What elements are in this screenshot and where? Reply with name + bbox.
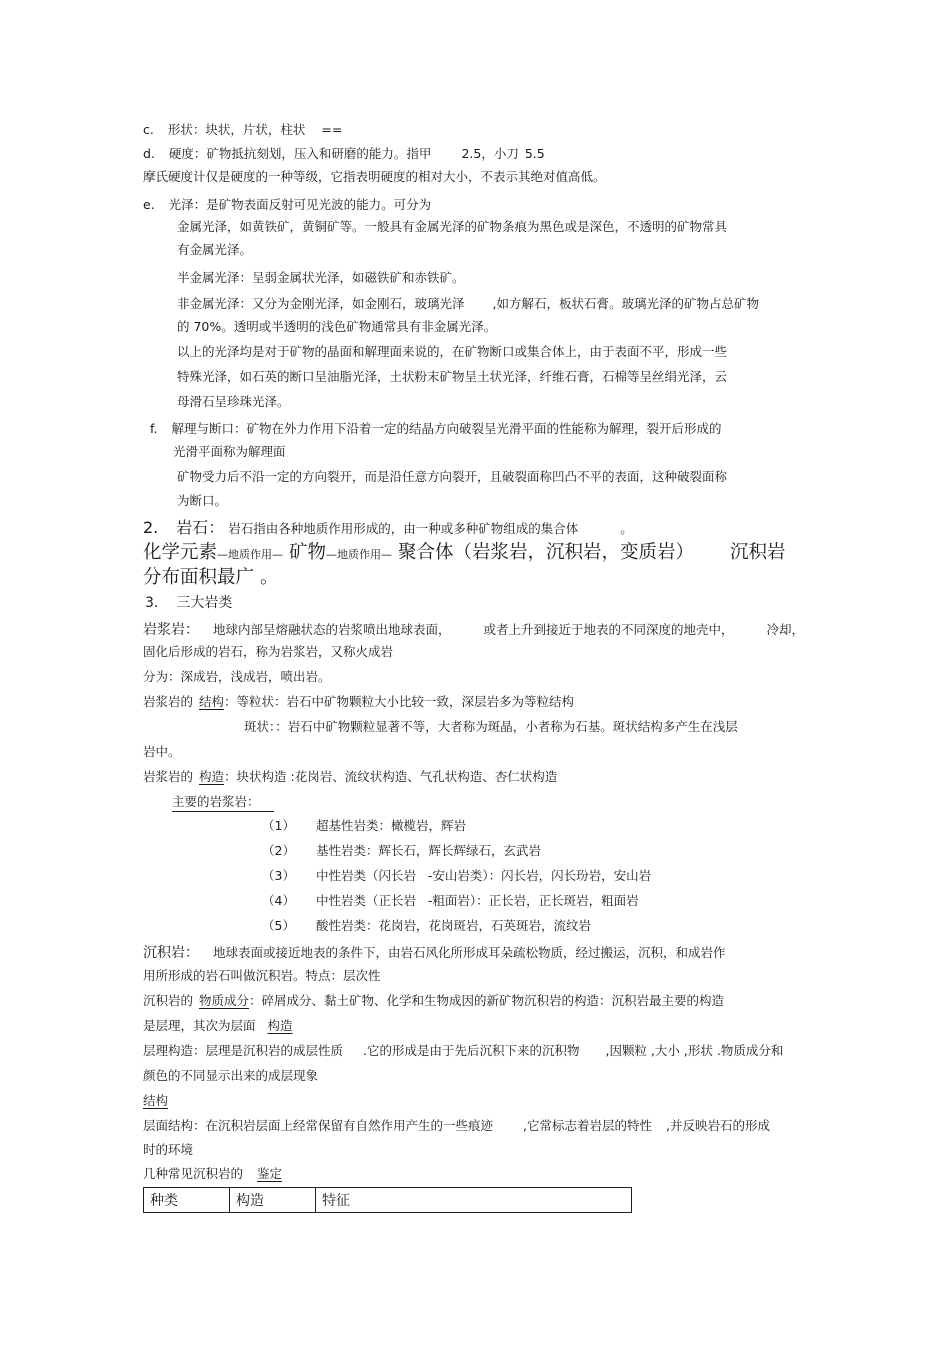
chain-aggregate: 聚合体（岩浆岩，沉积岩，变质岩） xyxy=(398,542,695,563)
item-f-label: f. xyxy=(150,421,158,436)
item-c-label: c. xyxy=(143,122,154,137)
list-item-text: 超基性岩类：橄榄岩，辉岩 xyxy=(316,818,467,833)
item-f-text: 解理与断口：矿物在外力作用下沿着一定的结晶方向破裂呈光滑平面的性能称为解理，裂开后形成的 xyxy=(171,421,722,436)
item-f-line4: 为断口。 xyxy=(177,493,228,508)
section-2-text: 岩石指由各种地质作用形成的，由一种或多种矿物组成的集合体 xyxy=(228,521,579,536)
igneous-construction-text: ：块状构造 :花岗岩、流纹状构造、气孔状构造、杏仁状构造 xyxy=(224,769,558,784)
chain-sedimentary: 沉积岩 xyxy=(730,542,786,563)
item-e-special-2: 特殊光泽，如石英的断口呈油脂光泽，土状粉末矿物呈土状光泽，纤维石膏，石棉等呈丝绢光泽，云 xyxy=(177,369,728,384)
igneous-list-item xyxy=(262,868,651,884)
table-header-cell: 种类 xyxy=(144,1188,230,1213)
igneous-structure-3: 岩中。 xyxy=(143,744,181,759)
section-3-heading xyxy=(145,595,232,611)
item-e-text: 光泽：是矿物表面反射可见光波的能力。可分为 xyxy=(168,197,432,212)
bedding-structure-line2: 颜色的不同显示出来的成层现象 xyxy=(143,1068,319,1083)
igneous-def-3: 冷却， xyxy=(766,622,805,637)
list-item-number: （2） xyxy=(262,843,295,858)
item-e-label: e. xyxy=(143,197,155,212)
table-header-cell: 特征 xyxy=(316,1188,632,1213)
item-e-metal-2: 有金属光泽。 xyxy=(177,242,253,257)
item-f-line3: 矿物受力后不沿一定的方向裂开，而是沿任意方向裂开，且破裂面称凹凸不平的表面，这种破裂面称 xyxy=(177,469,728,484)
bedding-surface xyxy=(143,1118,770,1134)
item-e-metal-1: 金属光泽，如黄铁矿，黄铜矿等。一般具有金属光泽的矿物条痕为黑色或是深色，不透明的矿物常具 xyxy=(177,219,728,234)
item-d-label: d. xyxy=(143,146,155,161)
bedding-structure-c: ,因颗粒 ,大小 ,形状 .物质成分和 xyxy=(605,1043,784,1058)
igneous-def-1: 地球内部呈熔融状态的岩浆喷出地球表面， xyxy=(213,622,451,637)
bedding-surface-a: 层面结构：在沉积岩层面上经常保留有自然作用产生的一些痕迹 xyxy=(143,1118,494,1133)
section-3-number: 3. xyxy=(145,595,159,611)
item-d-num2: 5.5 xyxy=(524,146,545,161)
sedimentary-composition-text: ：碎屑成分、黏土矿物、化学和生物成因的新矿物沉积岩的构造：沉积岩最主要的构造 xyxy=(249,993,725,1008)
sedimentary-composition-term: 物质成分 xyxy=(199,993,250,1008)
igneous-def xyxy=(143,622,804,638)
item-d xyxy=(143,146,545,162)
bedding-surface-c: ,并反映岩石的形成 xyxy=(666,1118,770,1133)
sedimentary-structure-heading: 结构 xyxy=(143,1093,169,1108)
chain-arrow-2: —地质作用— xyxy=(326,548,393,561)
sedimentary-composition-2 xyxy=(143,1018,293,1034)
chain-arrow-1: —地质作用— xyxy=(217,548,284,561)
igneous-list-item xyxy=(262,843,541,859)
item-e-special-1: 以上的光泽均是对于矿物的晶面和解理面来说的，在矿物断口或集合体上，由于表面不平，形成一些 xyxy=(177,344,728,359)
table-header-cell: 构造 xyxy=(230,1188,316,1213)
bedding-surface-b: ,它常标志着岩层的特性 xyxy=(523,1118,652,1133)
sedimentary-def xyxy=(143,945,726,961)
igneous-def-2: 或者上升到接近于地表的不同深度的地壳中， xyxy=(483,622,734,637)
item-e-semi: 半金属光泽：呈弱金属状光泽，如磁铁矿和赤铁矿。 xyxy=(177,270,465,285)
igneous-types: 分为：深成岩，浅成岩，喷出岩。 xyxy=(143,669,331,684)
list-item-text: 中性岩类（正长岩 -粗面岩）：正长岩，正长斑岩，粗面岩 xyxy=(316,893,639,908)
table-header-row xyxy=(144,1188,632,1213)
item-e-non-1a: 非金属光泽：又分为金刚光泽，如金刚石，玻璃光泽 xyxy=(177,296,465,311)
sedimentary-title: 沉积岩： xyxy=(143,945,199,961)
igneous-list-item xyxy=(262,818,466,834)
formation-chain xyxy=(143,542,786,566)
item-d-text: 硬度：矿物抵抗刻划，压入和研磨的能力。指甲 xyxy=(168,146,432,161)
sedimentary-table xyxy=(143,1187,632,1213)
igneous-list-item xyxy=(262,893,639,909)
igneous-def-line2: 固化后形成的岩石，称为岩浆岩，又称火成岩 xyxy=(143,644,394,659)
item-c-text: 形状：块状，片状，柱状 xyxy=(167,122,306,137)
sedimentary-composition xyxy=(143,993,724,1009)
sedimentary-identification-term: 鉴定 xyxy=(257,1166,283,1181)
list-item-number: （3） xyxy=(262,868,295,883)
igneous-main-heading xyxy=(172,794,274,812)
bedding-structure-b: .它的形成是由于先后沉积下来的沉积物 xyxy=(363,1043,580,1058)
sedimentary-composition-2-text: 是层理，其次为层面 xyxy=(143,1018,256,1033)
igneous-list-item xyxy=(262,918,591,934)
bedding-structure xyxy=(143,1043,783,1059)
sedimentary-identification xyxy=(143,1166,282,1182)
list-item-text: 酸性岩类：花岗岩，花岗斑岩，石英斑岩，流纹岩 xyxy=(316,918,592,933)
item-f-line2: 光滑平面称为解理面 xyxy=(173,444,286,459)
list-item-number: （4） xyxy=(262,893,295,908)
item-c-tail: == xyxy=(321,122,343,137)
item-e-non-1 xyxy=(177,296,759,312)
bedding-structure-a: 层理构造：层理是沉积岩的成层性质 xyxy=(143,1043,344,1058)
item-f xyxy=(150,421,721,437)
item-e-non-1b: ,如方解石，板状石膏。玻璃光泽的矿物占总矿物 xyxy=(492,296,759,311)
chain-element: 化学元素 xyxy=(143,542,218,563)
list-item-number: （1） xyxy=(262,818,295,833)
list-item-number: （5） xyxy=(262,918,295,933)
igneous-structure-prefix: 岩浆岩的 xyxy=(143,694,194,709)
chain-mineral: 矿物 xyxy=(289,542,327,563)
igneous-structure-2: 斑状：：岩石中矿物颗粒显著不等，大者称为斑晶，小者称为石基。斑状结构多产生在浅层 xyxy=(244,719,738,734)
igneous-main-text: 主要的岩浆岩： xyxy=(172,794,260,809)
item-c xyxy=(143,122,342,138)
sedimentary-def-line2: 用所形成的岩石叫做沉积岩。特点：层次性 xyxy=(143,968,381,983)
item-e-non-2: 的 70%。透明或半透明的浅色矿物通常具有非金属光泽。 xyxy=(177,319,497,334)
formation-chain-line2 xyxy=(143,567,279,589)
igneous-structure-text: ：等粒状：岩石中矿物颗粒大小比较一致，深层岩多为等粒结构 xyxy=(224,694,575,709)
section-3-title: 三大岩类 xyxy=(176,595,233,611)
list-item-text: 基性岩类：辉长石，辉长辉绿石，玄武岩 xyxy=(316,843,542,858)
bedding-surface-line2: 时的环境 xyxy=(143,1142,194,1157)
item-d-num1: 2.5，小刀 xyxy=(461,146,519,161)
igneous-construction-term: 构造 xyxy=(199,769,225,784)
item-e-special-3: 母滑石呈珍珠光泽。 xyxy=(177,394,290,409)
sedimentary-composition-2-term: 构造 xyxy=(267,1018,293,1033)
igneous-structure-term: 结构 xyxy=(199,694,225,709)
igneous-construction xyxy=(143,769,557,785)
sedimentary-composition-prefix: 沉积岩的 xyxy=(143,993,194,1008)
item-e xyxy=(143,197,431,213)
igneous-title: 岩浆岩： xyxy=(143,622,199,638)
section-2-end: 。 xyxy=(620,521,633,536)
igneous-construction-prefix: 岩浆岩的 xyxy=(143,769,194,784)
section-2-title: 岩石： xyxy=(176,518,225,537)
item-d-line2: 摩氏硬度计仅是硬度的一种等级，它指表明硬度的相对大小，不表示其绝对值高低。 xyxy=(143,169,606,184)
chain-line2-text: 分布面积最广 xyxy=(143,567,255,588)
list-item-text: 中性岩类（闪长岩 -安山岩类）：闪长岩，闪长玢岩，安山岩 xyxy=(316,868,652,883)
section-2-heading xyxy=(143,518,633,538)
chain-line2-end: 。 xyxy=(260,567,279,588)
section-2-number: 2. xyxy=(143,518,159,537)
igneous-structure xyxy=(143,694,574,710)
sedimentary-identification-text: 几种常见沉积岩的 xyxy=(143,1166,244,1181)
sedimentary-def-1: 地球表面或接近地表的条件下，由岩石风化所形成耳朵疏松物质，经过搬运，沉积，和成岩作 xyxy=(213,945,726,960)
